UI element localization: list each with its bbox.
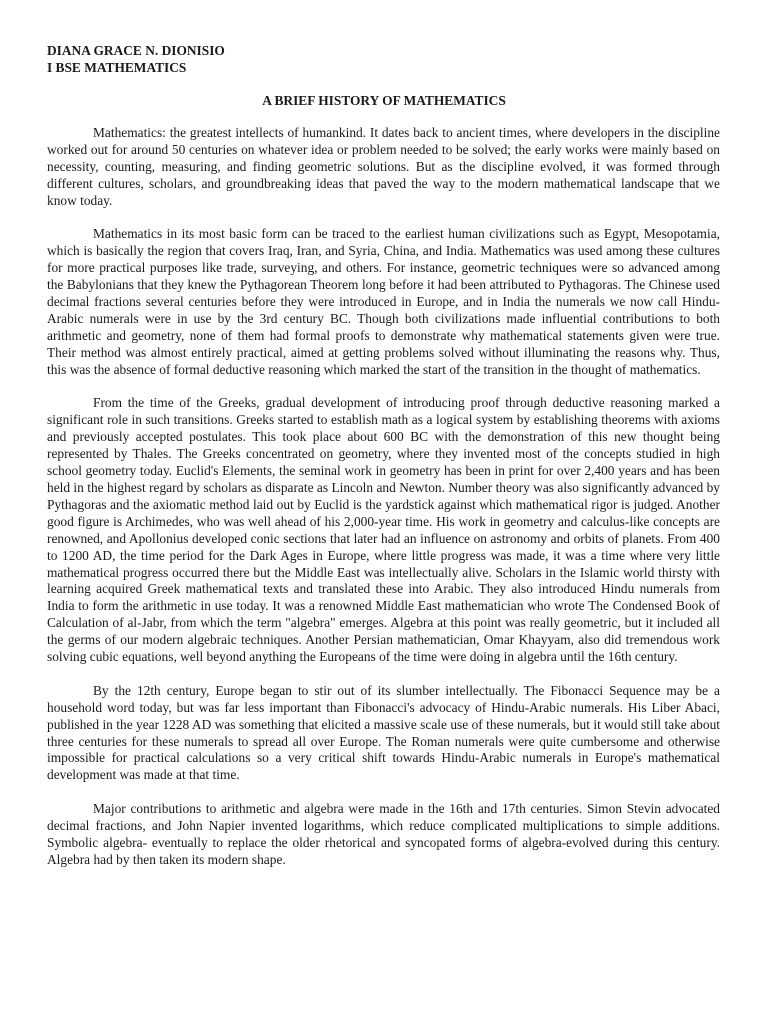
course-label: I BSE MATHEMATICS xyxy=(47,59,187,75)
paragraph-2: Mathematics in its most basic form can be traced to the earliest human civilizations such as Egypt, Mesopotamia, which is basically the region that covers Iraq, Iran, and Syria, China, and India. Mathematics was used among these cultures for more practical purposes like trade, surveying, and others. For instance, geometric techniques were so advanced among the Babylonians that they knew the Pythagorean Theorem long before it had been attributed to Pythagoras. The Chinese used decimal fractions several centuries before they were introduced in Europe, and in India the numerals we now call Hindu-Arabic numerals were in use by the 3rd century BC. Though both civilizations made influential contributions to both arithmetic and geometry, none of them had formal proofs to demonstrate why mathematical statements given were true. Their method was almost entirely practical, aimed at getting problems solved without illuminating the reasons why. Thus, this was the absence of formal deductive reasoning which marked the start of the transition in the thought of mathematics. xyxy=(47,226,720,377)
paragraph-4: By the 12th century, Europe began to stir out of its slumber intellectually. The Fibonacci Sequence may be a household word today, but was far less important than Fibonacci's advocacy of Hindu-Arabic numerals. His Liber Abaci, published in the year 1228 AD was something that elicited a massive scale use of these numerals, but it would still take about three centuries for these numerals to spread all over Europe. The Roman numerals were quite cumbersome and otherwise impossible for practical calculations so a very critical shift towards Hindu-Arabic numerals in Europe's mathematical development was made at that time. xyxy=(47,682,720,783)
paragraph-1: Mathematics: the greatest intellects of humankind. It dates back to ancient times, where developers in the discipline worked out for around 50 centuries on whatever idea or problem needed to be solved; the early works were mainly based on necessity, counting, measuring, and finding geometric solutions. But as the discipline evolved, it was formed through different cultures, scholars, and groundbreaking ideas that paved the way to the modern mathematical landscape that we know today. xyxy=(47,125,720,208)
author-block xyxy=(47,43,225,76)
paragraph-3: From the time of the Greeks, gradual development of introducing proof through deductive reasoning marked a significant role in such transitions. Greeks started to establish math as a logical system by establishing theorems with axioms and previously accepted postulates. This took place about 600 BC with the demonstration of this new thought being represented by Thales. The Greeks concentrated on geometry, where they invented most of the concepts studied in high school geometry today. Euclid's Elements, the seminal work in geometry has been in print for over 2,400 years and has been held in the highest regard by scholars as disparate as Lincoln and Newton. Number theory was also significantly advanced by Pythagoras and the axiomatic method laid out by Euclid is the yardstick against which mathematical rigor is judged. Another good figure is Archimedes, who was well ahead of his 2,000-year time. His work in geometry and calculus-like concepts are renowned, and Apollonius developed conic sections that later had an influence on astronomy and orbits of planets. From 400 to 1200 AD, the time period for the Dark Ages in Europe, where little progress was made, it was a time where very little mathematical progress occurred there but the Middle East was intellectually alive. Scholars in the Islamic world thirsty with learning acquired Greek mathematical texts and translated these into Arabic. They also introduced Hindu numerals from India to form the arithmetic in use today. It was a renowned Middle East mathematician who wrote The Condensed Book of Calculation of al-Jabr, from which the term "algebra" emerges. Algebra at this point was really geometric, but it included all the germs of our modern algebraic techniques. Another Persian mathematician, Omar Khayyam, also did tremendous work solving cubic equations, well beyond anything the Europeans of the time were doing in algebra until the 16th century. xyxy=(47,395,720,665)
document-title: A BRIEF HISTORY OF MATHEMATICS xyxy=(262,93,506,108)
paragraph-5: Major contributions to arithmetic and algebra were made in the 16th and 17th centuries. Simon Stevin advocated decimal fractions, and John Napier invented logarithms, which reduce complicated multiplications to simple additions. Symbolic algebra- eventually to replace the older rhetorical and syncopated forms of algebra-evolved during this century. Algebra had by then taken its modern shape. xyxy=(47,801,720,867)
author-name: DIANA GRACE N. DIONISIO xyxy=(47,43,225,58)
document-body xyxy=(47,125,720,886)
